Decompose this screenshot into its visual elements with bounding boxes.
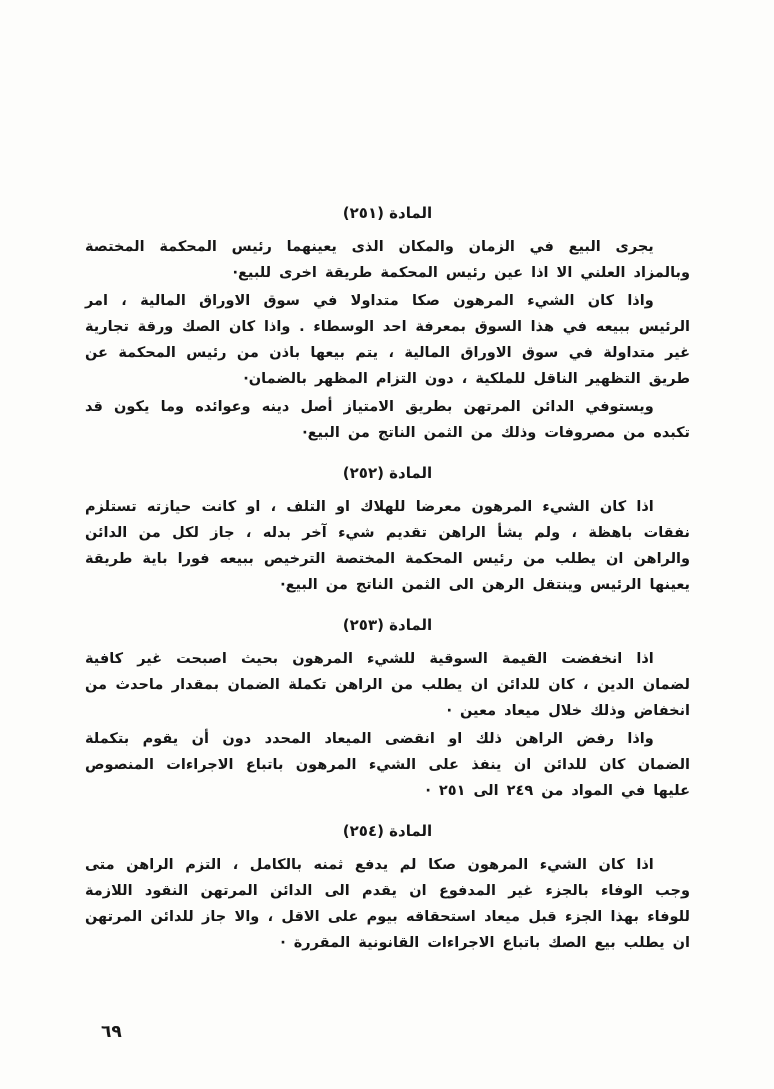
article-paragraph: اذا انخفضت القيمة السوقية للشيء المرهون بحيث اصبحت غير كافية لضمان الدين ، كان للدائن ان يطلب من الراهن تكملة الضمان بمقدار ماحدث من انخفاض وذلك خلال ميعاد معين · [85,651,690,719]
article-251 [85,200,690,446]
article-252 [85,460,690,598]
document-body [85,186,690,970]
article-heading: المادة (٢٥٤) [342,822,433,840]
article-paragraph: اذا كان الشيء المرهون معرضا للهلاك او التلف ، او كانت حيازته تستلزم نفقات باهظة ، ولم يشأ الراهن تقديم شيء آخر بدله ، جاز لكل من الدائن والراهن ان يطلب من رئيس المحكمة المختصة الترخيص ببيعه فورا باية طريقة يعينها الرئيس وينتقل الرهن الى الثمن الناتج من البيع· [85,499,690,593]
article-paragraph: واذا كان الشيء المرهون صكا متداولا في سوق الاوراق المالية ، امر الرئيس ببيعه في هذا السوق بمعرفة احد الوسطاء . واذا كان الصك ورقة تجارية غير متداولة في سوق الاوراق المالية ، يتم بيعها باذن من رئيس المحكمة عن طريق التظهير الناقل للملكية ، دون التزام المظهر بالضمان· [85,293,690,387]
article-heading: المادة (٢٥٣) [342,616,433,634]
article-paragraph: ويستوفي الدائن المرتهن بطريق الامتياز أصل دينه وعوائده وما يكون قد تكبده من مصروفات وذلك من الثمن الناتج من البيع· [85,399,690,441]
article-paragraph: اذا كان الشيء المرهون صكا لم يدفع ثمنه بالكامل ، التزم الراهن متى وجب الوفاء بالجزء غير المدفوع ان يقدم الى الدائن المرتهن النقود اللازمة للوفاء بهذا الجزء قبل ميعاد استحقاقه بيوم على الاقل ، والا جاز للدائن المرتهن ان يطلب بيع الصك باتباع الاجراءات القانونية المقررة · [85,857,690,951]
article-254 [85,818,690,956]
article-paragraph: يجرى البيع في الزمان والمكان الذى يعينهما رئيس المحكمة المختصة وبالمزاد العلني الا اذا عين رئيس المحكمة طريقة اخرى للبيع· [85,239,690,281]
article-253 [85,612,690,804]
article-paragraph: واذا رفض الراهن ذلك او انقضى الميعاد المحدد دون أن يقوم بتكملة الضمان كان للدائن ان ينفذ على الشيء المرهون باتباع الاجراءات المنصوص عليها في المواد من ٢٤٩ الى ٢٥١ · [85,731,690,799]
article-heading: المادة (٢٥١) [342,204,433,222]
page-number: ٦٩ [101,1022,122,1042]
article-heading: المادة (٢٥٢) [342,464,433,482]
